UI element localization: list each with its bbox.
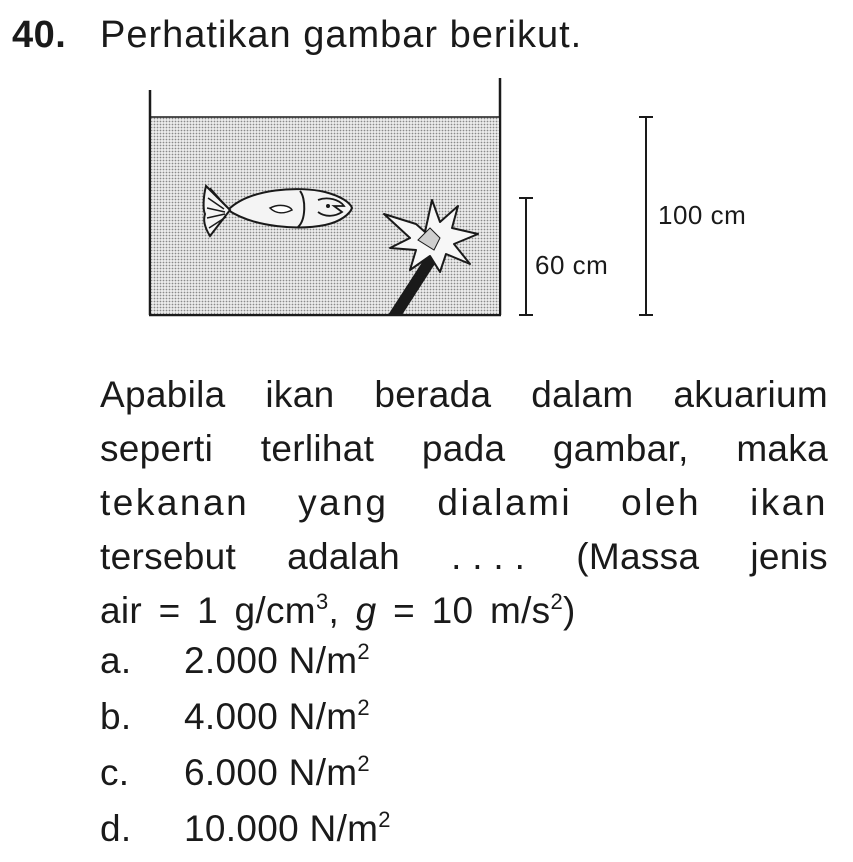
option-b[interactable]: b. 4.000 $N/m^2$: [100, 695, 370, 737]
aquarium-figure: [0, 0, 853, 360]
question-number: 40.: [12, 14, 67, 56]
question-title: Perhatikan gambar berikut.: [100, 14, 583, 56]
question-stem: [100, 368, 828, 638]
option-d[interactable]: d. 10.000 $N/m^2$: [100, 807, 391, 849]
stem-line-3: tekanan yang dialami oleh ikan: [100, 482, 828, 523]
option-c[interactable]: c. 6.000 $N/m^2$: [100, 751, 370, 793]
option-a[interactable]: a. 2.000 $N/m^2$: [100, 639, 370, 681]
stem-line-1: Apabila ikan berada dalam akuarium: [100, 374, 828, 415]
label-60cm: 60 cm: [535, 250, 609, 280]
stem-line-5: air = 1 $g/cm^3$, g = 10 $m/s^2$): [100, 589, 576, 631]
label-100cm: 100 cm: [658, 200, 747, 230]
stem-line-4: tersebut adalah . . . . (Massa jenis: [100, 536, 828, 577]
dimension-100cm: [639, 117, 653, 315]
dimension-60cm: [519, 198, 533, 315]
stem-line-2: seperti terlihat pada gambar, maka: [100, 428, 828, 469]
